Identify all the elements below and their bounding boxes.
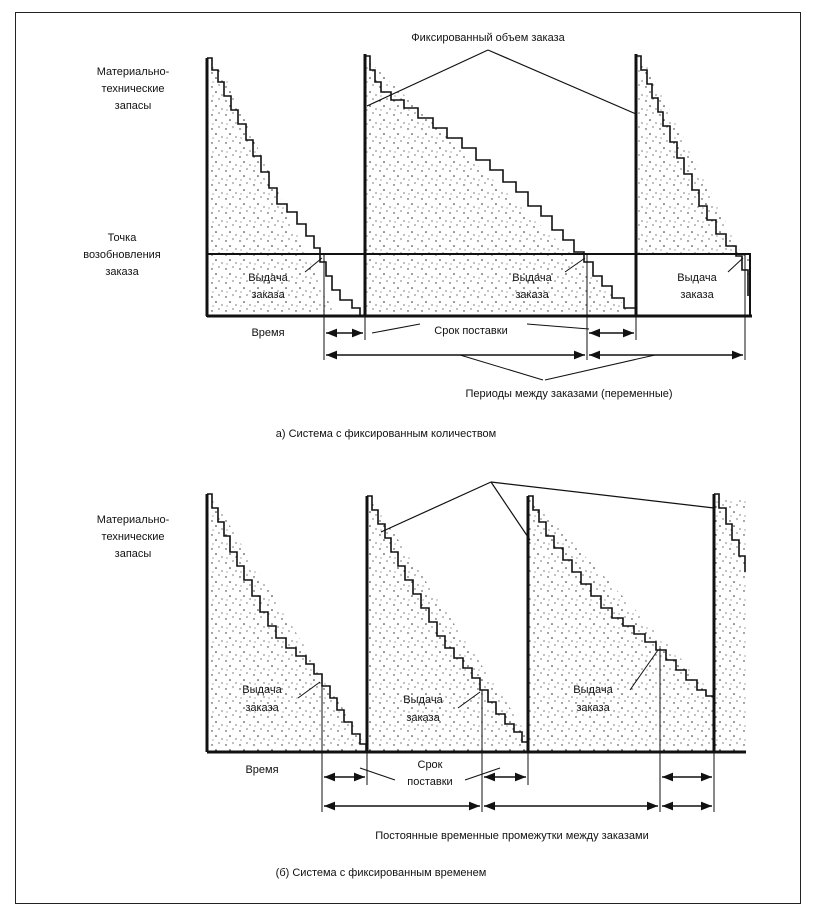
top-inventory-label-line-1: Материально-: [96, 66, 170, 78]
bottom-inventory-cycle-3: [528, 496, 714, 752]
bottom-inventory-cycle-1: [207, 494, 366, 752]
top-caption: а) Система с фиксированным количеством: [275, 428, 497, 440]
bottom-issue-label-1b: заказа: [245, 702, 279, 714]
top-inventory-label-line-2: технические: [101, 83, 165, 95]
bottom-panel: [97, 482, 746, 879]
top-issue-pointer-3: [728, 258, 743, 272]
top-period-pointer-2: [545, 355, 655, 380]
bottom-issue-label-3b: заказа: [576, 702, 610, 714]
top-volume-pointer-2: [488, 50, 636, 114]
top-fixed-volume-label: Фиксированный объем заказа: [411, 32, 565, 44]
bottom-issue-label-1a: Выдача: [242, 684, 282, 696]
bottom-caption: (б) Система с фиксированным временем: [275, 867, 487, 879]
top-period-pointer-1: [460, 355, 543, 380]
top-lead-tick-2: [527, 324, 589, 329]
top-issue-label-1a: Выдача: [248, 272, 288, 284]
bottom-inventory-label-line-2: технические: [101, 531, 165, 543]
top-inventory-label-line-3: запасы: [114, 100, 152, 112]
top-time-label: Время: [251, 327, 285, 339]
bottom-lead-tick-1: [360, 768, 395, 780]
top-issue-label-2a: Выдача: [512, 272, 552, 284]
bottom-volume-pointer-1: [381, 482, 491, 532]
top-issue-label-3a: Выдача: [677, 272, 717, 284]
bottom-periods-label: Постоянные временные промежутки между заказами: [375, 830, 649, 842]
top-lead-time-label: Срок поставки: [434, 325, 508, 337]
bottom-time-label: Время: [245, 764, 279, 776]
top-panel: [83, 32, 752, 440]
bottom-volume-pointer-3: [491, 482, 714, 508]
top-periods-label: Периоды между заказами (переменные): [465, 388, 673, 400]
top-lead-tick-1: [372, 324, 420, 333]
bottom-lead-time-label-line-1: Срок: [417, 759, 443, 771]
top-issue-label-2b: заказа: [515, 289, 549, 301]
bottom-volume-pointer-2: [491, 482, 530, 540]
bottom-inventory-label-line-1: Материально-: [96, 514, 170, 526]
bottom-issue-label-3a: Выдача: [573, 684, 613, 696]
bottom-inventory-cycle-4: [714, 494, 746, 752]
top-reorder-label-line-2: возобновления: [83, 249, 161, 261]
bottom-issue-label-2b: заказа: [406, 712, 440, 724]
top-reorder-label-line-3: заказа: [105, 266, 139, 278]
top-inventory-cycle-3: [636, 54, 750, 300]
bottom-issue-label-2a: Выдача: [403, 694, 443, 706]
top-issue-label-3b: заказа: [680, 289, 714, 301]
top-issue-label-1b: заказа: [251, 289, 285, 301]
bottom-inventory-label-line-3: запасы: [114, 548, 152, 560]
bottom-lead-time-label-line-2: поставки: [407, 776, 453, 788]
top-reorder-label-line-1: Точка: [107, 232, 137, 244]
